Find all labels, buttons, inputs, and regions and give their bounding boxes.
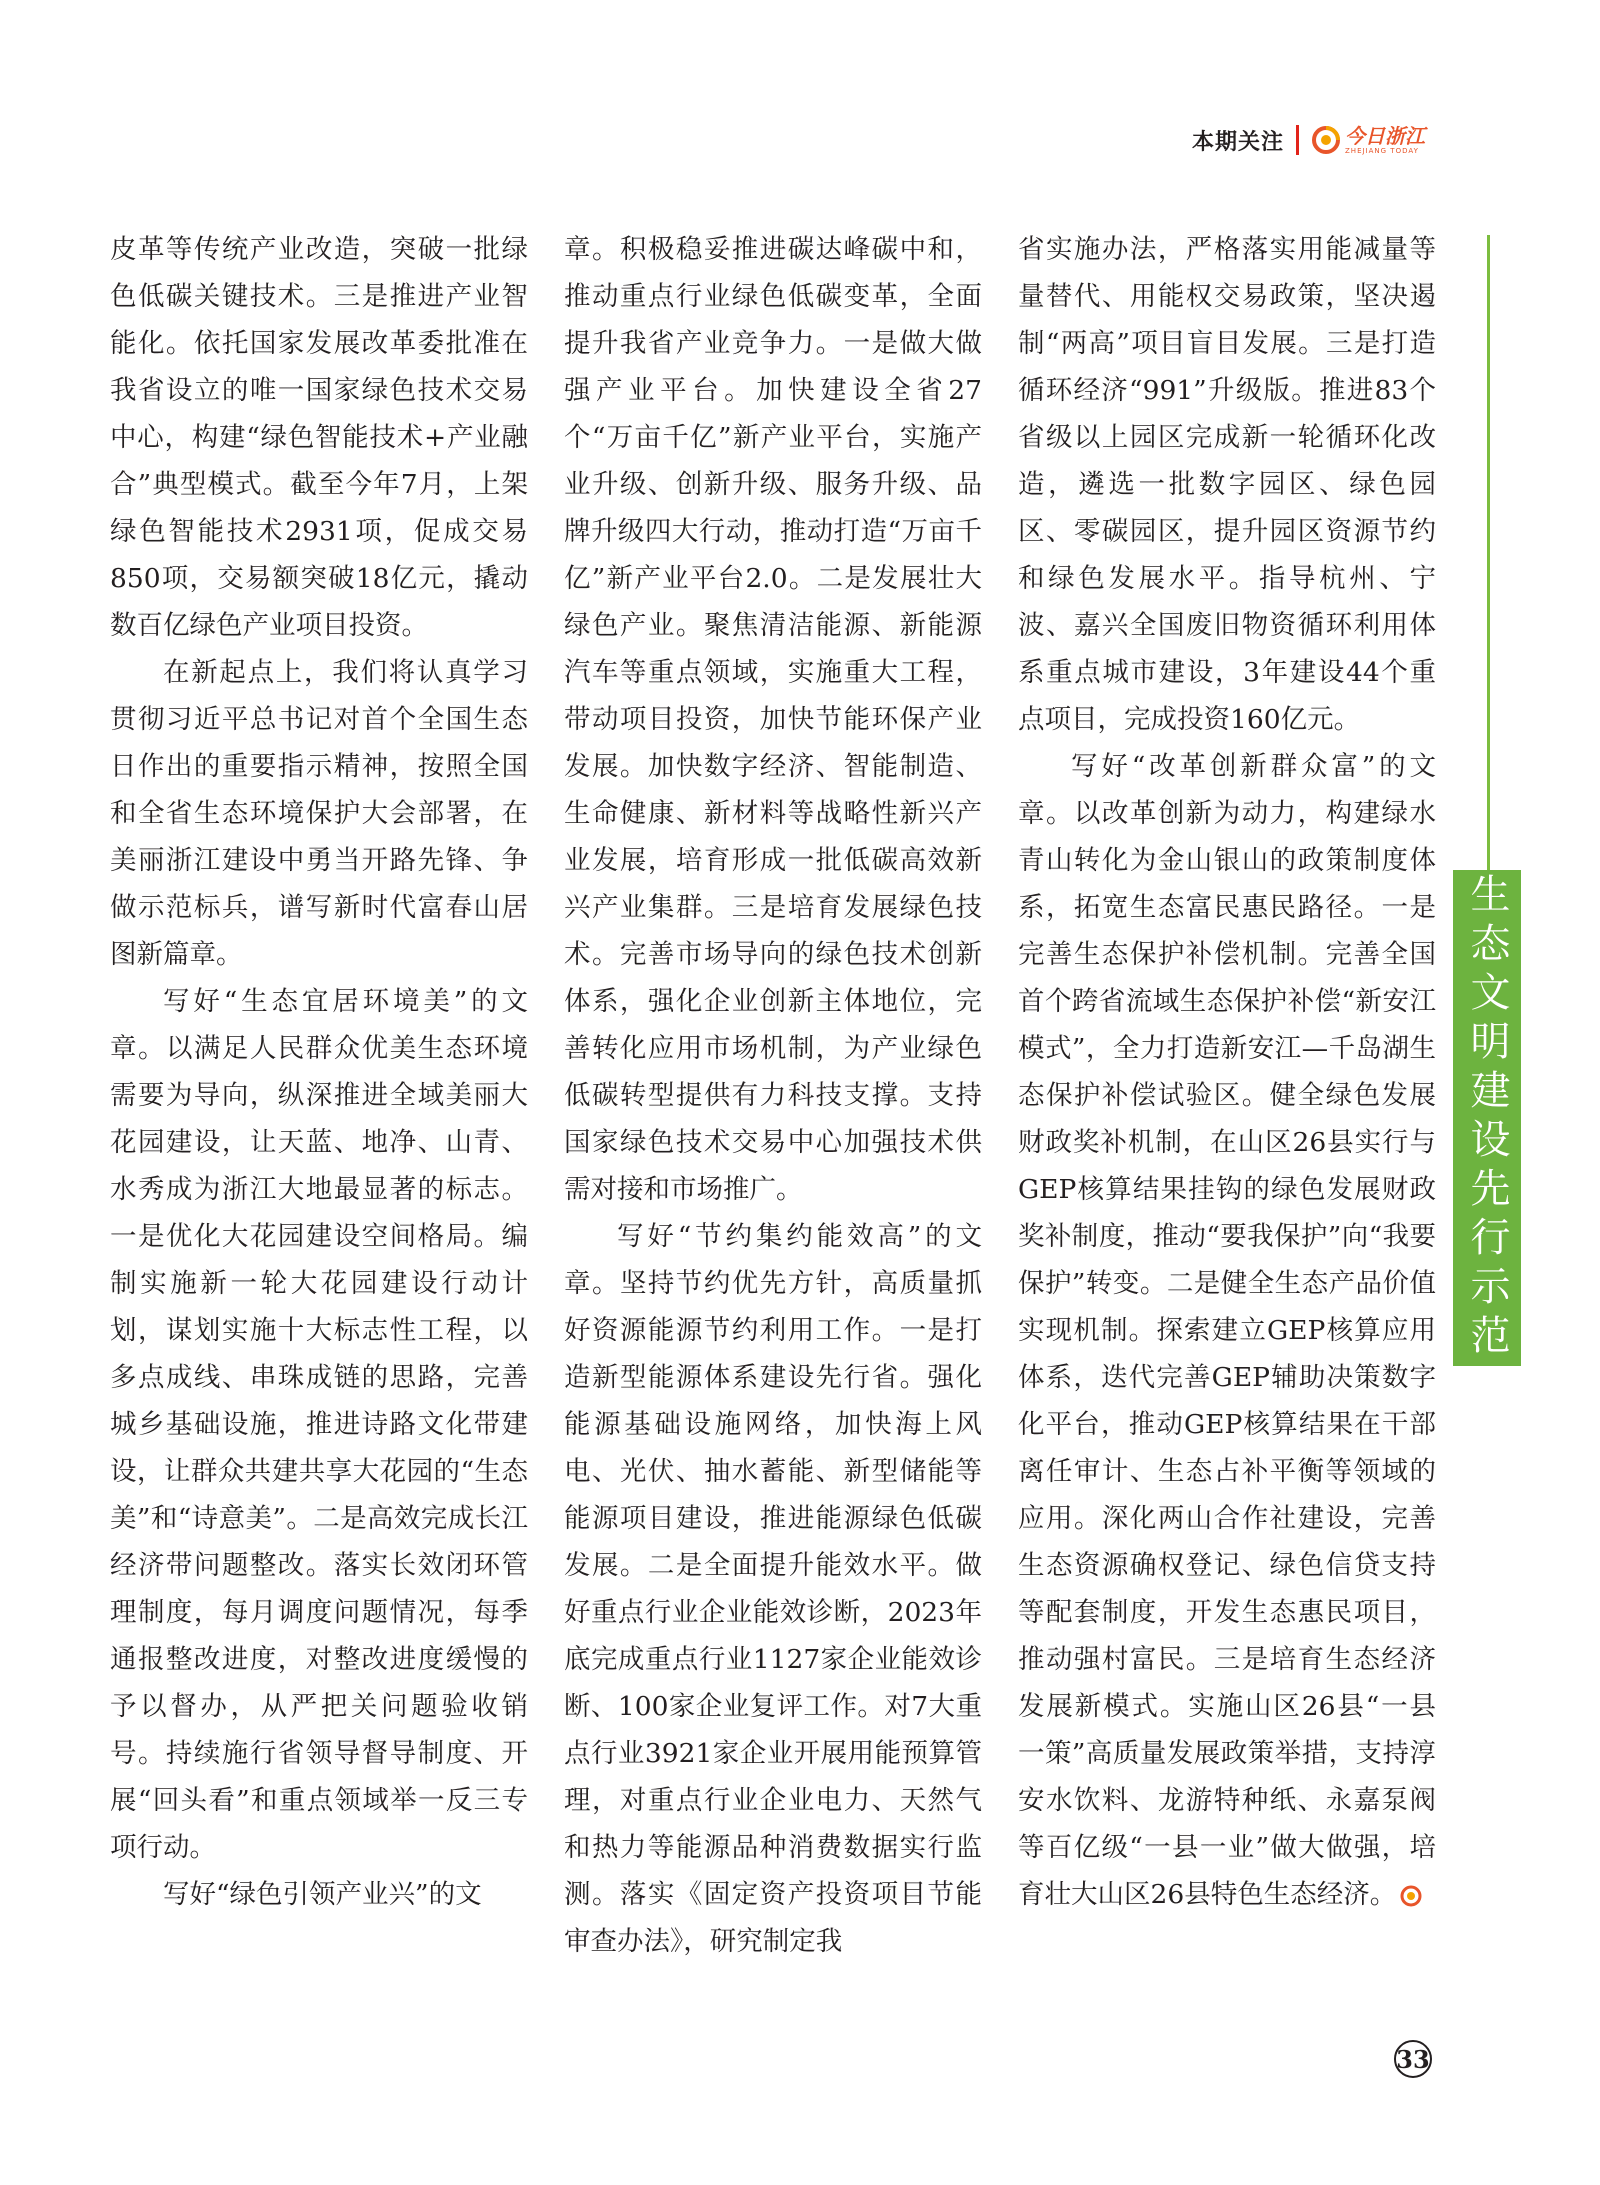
- side-green-line: [1487, 235, 1490, 870]
- article-end-icon: [1400, 1885, 1422, 1907]
- text-column-1: [110, 226, 528, 1918]
- logo-subtext: ZHEJIANG TODAY: [1345, 146, 1419, 155]
- page-header: [1192, 118, 1512, 162]
- text-column-3: [1018, 226, 1436, 1918]
- paragraph-heading: 写好“生态宜居环境美”的文章。: [110, 986, 528, 1064]
- paragraph-heading: 写好“节约集约能效高”的文章。: [564, 1221, 982, 1299]
- paragraph: 写好“改革创新群众富”的文章。以改革创新为动力，构建绿水青山转化为金山银山的政策制度体系，拓宽生态富民惠民路径。一是完善生态保护补偿机制。完善全国首个跨省流域生态保护补偿“新安江模式”，全力打造新安江—千岛湖生态保护补偿试验区。健全绿色发展财政奖补机制，在山区26县实行与GEP核算结果挂钩的绿色发展财政奖补制度，推动“要我保护”向“我要保护”转变。二是健全生态产品价值实现机制。探索建立GEP核算应用体系，迭代完善GEP辅助决策数字化平台，推动GEP核算结果在干部离任审计、生态占补平衡等领域的应用。深化两山合作社建设，完善生态资源确权登记、绿色信贷支持等配套制度，开发生态惠民项目，推动强村富民。三是培育生态经济发展新模式。实施山区26县“一县一策”高质量发展政策举措，支持淳安水饮料、龙游特种纸、永嘉泵阀等百亿级“一县一业”做大做强，培育壮大山区26县特色生态经济。: [1018, 751, 1437, 1910]
- paragraph: [110, 1871, 528, 1918]
- paragraph-heading: 写好“改革创新群众富”的文章。: [1018, 751, 1436, 829]
- logo-text: 今日浙江: [1345, 123, 1426, 148]
- text-column-2: [564, 226, 982, 1965]
- logo-swirl-icon: [1311, 125, 1341, 155]
- paragraph-heading: 写好“绿色引领产业兴”的文: [163, 1879, 482, 1910]
- header-divider: [1296, 125, 1299, 155]
- magazine-logo: [1311, 125, 1425, 156]
- paragraph: 写好“生态宜居环境美”的文章。以满足人民群众优美生态环境需要为导向，纵深推进全域美丽大花园建设，让天蓝、地净、山青、水秀成为浙江大地最显著的标志。一是优化大花园建设空间格局。编制实施新一轮大花园建设行动计划，谋划实施十大标志性工程，以多点成线、串珠成链的思路，完善城乡基础设施，推进诗路文化带建设，让群众共建共享大花园的“生态美”和“诗意美”。二是高效完成长江经济带问题整改。落实长效闭环管理制度，每月调度问题情况，每季通报整改进度，对整改进度缓慢的予以督办，从严把关问题验收销号。持续施行省领导督导制度、开展“回头看”和重点领域举一反三专项行动。: [110, 986, 529, 1863]
- page-number: 33: [1394, 2040, 1432, 2078]
- paragraph: 在新起点上，我们将认真学习贯彻习近平总书记对首个全国生态日作出的重要指示精神，按照全国和全省生态环境保护大会部署，在美丽浙江建设中勇当开路先锋、争做示范标兵，谱写新时代富春山居图新篇章。: [110, 657, 528, 970]
- section-side-tab: [1453, 870, 1521, 1366]
- section-label: 本期关注: [1192, 129, 1285, 155]
- paragraph: 省实施办法，严格落实用能减量等量替代、用能权交易政策，坚决遏制“两高”项目盲目发展。三是打造循环经济“991”升级版。推进83个省级以上园区完成新一轮循环化改造，遴选一批数字园区、绿色园区、零碳园区，提升园区资源节约和绿色发展水平。指导杭州、宁波、嘉兴全国废旧物资循环利用体系重点城市建设，3年建设44个重点项目，完成投资160亿元。: [1018, 234, 1436, 735]
- paragraph: 皮革等传统产业改造，突破一批绿色低碳关键技术。三是推进产业智能化。依托国家发展改革委批准在我省设立的唯一国家绿色技术交易中心，构建“绿色智能技术+产业融合”典型模式。截至今年7月，上架绿色智能技术2931项，促成交易850项，交易额突破18亿元，撬动数百亿绿色产业项目投资。: [110, 234, 528, 641]
- side-tab-text: 生态文明建设先行示范: [1464, 873, 1510, 1363]
- paragraph: 章。积极稳妥推进碳达峰碳中和，推动重点行业绿色低碳变革，全面提升我省产业竞争力。一是做大做强产业平台。加快建设全省27个“万亩千亿”新产业平台，实施产业升级、创新升级、服务升级、品牌升级四大行动，推动打造“万亩千亿”新产业平台2.0。二是发展壮大绿色产业。聚焦清洁能源、新能源汽车等重点领域，实施重大工程，带动项目投资，加快节能环保产业发展。加快数字经济、智能制造、生命健康、新材料等战略性新兴产业发展，培育形成一批低碳高效新兴产业集群。三是培育发展绿色技术。完善市场导向的绿色技术创新体系，强化企业创新主体地位，完善转化应用市场机制，为产业绿色低碳转型提供有力科技支撑。支持国家绿色技术交易中心加强技术供需对接和市场推广。: [564, 234, 982, 1205]
- paragraph: 写好“节约集约能效高”的文章。坚持节约优先方针，高质量抓好资源能源节约利用工作。一是打造新型能源体系建设先行省。强化能源基础设施网络，加快海上风电、光伏、抽水蓄能、新型储能等能源项目建设，推进能源绿色低碳发展。二是全面提升能效水平。做好重点行业企业能效诊断，2023年底完成重点行业1127家企业能效诊断、100家企业复评工作。对7大重点行业3921家企业开展用能预算管理，对重点行业企业电力、天然气和热力等能源品种消费数据实行监测。落实《固定资产投资项目节能审查办法》，研究制定我: [564, 1221, 983, 1957]
